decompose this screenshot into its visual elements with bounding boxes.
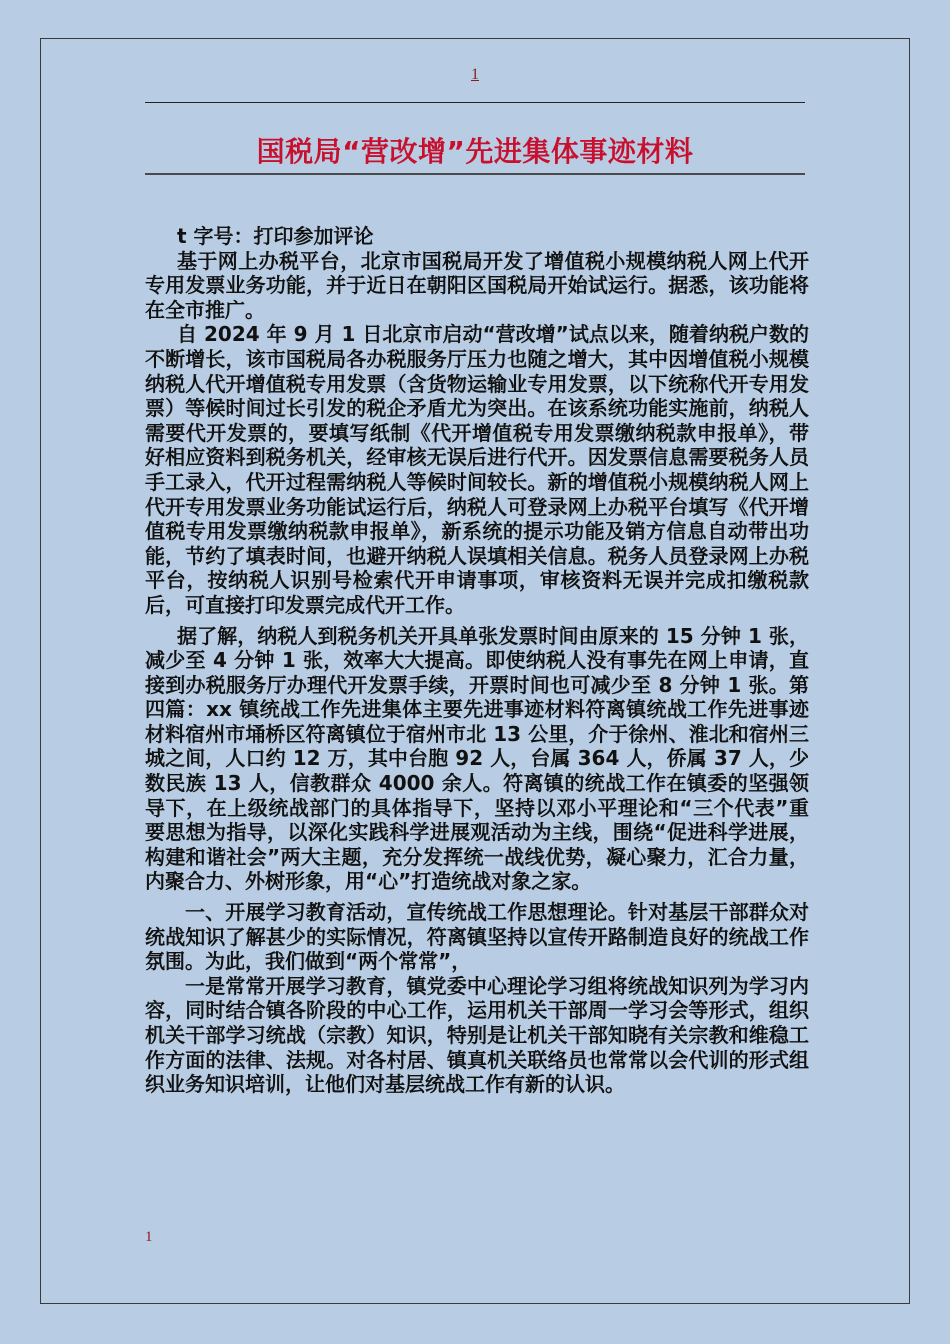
document-title: 国税局“营改增”先进集体事迹材料 — [256, 135, 694, 168]
footer-page-number: 1 — [145, 1229, 153, 1245]
meta-line: t 字号：打印参加评论 — [177, 224, 374, 248]
header-page-number: 1 — [471, 66, 479, 83]
title-rule — [145, 173, 805, 175]
paragraph: 据了解，纳税人到税务机关开具单张发票时间由原来的 15 分钟 1 张，减少至 4 分钟 1 张，效率大大提高。即使纳税人没有事先在网上申请，直接到办税服务厅办理代开发票手续，开票时间也可减少至 8 分钟 1 张。第四篇：xx 镇统战工作先进集体主要先进事迹材料符离镇统战工作先进事迹材料宿州市埇桥区符离镇位于宿州市北 13 公里，介于徐州、淮北和宿州三城之间，人口约 12 万，其中台胞 92 人，台属 364 人，侨属 37 人，少数民族 13 人，信教群众 4000 余人。符离镇的统战工作在镇委的坚强领导下，在上级统战部门的具体指导下，坚持以邓小平理论和“三个代表”重要思想为指导，以深化实践科学进展观活动为主线，围绕“促进科学进展，构建和谐社会”两大主题，充分发挥统一战线优势，凝心聚力，汇合力量，内聚合力、外树形象，用“心”打造统战对象之家。 — [145, 623, 809, 894]
paragraph: 自 2024 年 9 月 1 日北京市启动“营改增”试点以来，随着纳税户数的不断增长，该市国税局各办税服务厅压力也随之增大，其中因增值税小规模纳税人代开增值税专用发票（含货物运输业专用发票，以下统称代开专用发票）等候时间过长引发的税企矛盾尤为突出。在该系统功能实施前，纳税人需要代开发票的，要填写纸制《代开增值税专用发票缴纳税款申报单》，带好相应资料到税务机关，经审核无误后进行代开。因发票信息需要税务人员手工录入，代开过程需纳税人等候时间较长。新的增值税小规模纳税人网上代开专用发票业务功能试运行后，纳税人可登录网上办税平台填写《代开增值税专用发票缴纳税款申报单》，新系统的提示功能及销方信息自动带出功能，节约了填表时间，也避开纳税人误填相关信息。税务人员登录网上办税平台，按纳税人识别号检索代开申请事项，审核资料无误并完成扣缴税款后，可直接打印发票完成代开工作。 — [145, 322, 809, 617]
paragraph: 基于网上办税平台，北京市国税局开发了增值税小规模纳税人网上代开专用发票业务功能，并于近日在朝阳区国税局开始试运行。据悉，该功能将在全市推广。 — [145, 248, 809, 322]
paragraph: 一、开展学习教育活动，宣传统战工作思想理论。针对基层干部群众对统战知识了解甚少的实际情况，符离镇坚持以宣传开路制造良好的统战工作氛围。为此，我们做到“两个常常”， — [145, 900, 809, 974]
document-body — [145, 224, 809, 1097]
header-rule — [145, 102, 805, 103]
paragraph: 一是常常开展学习教育，镇党委中心理论学习组将统战知识列为学习内容，同时结合镇各阶段的中心工作，运用机关干部周一学习会等形式，组织机关干部学习统战（宗教）知识，特别是让机关干部知晓有关宗教和维稳工作方面的法律、法规。对各村居、镇真机关联络员也常常以会代训的形式组织业务知识培训，让他们对基层统战工作有新的认识。 — [145, 973, 809, 1097]
